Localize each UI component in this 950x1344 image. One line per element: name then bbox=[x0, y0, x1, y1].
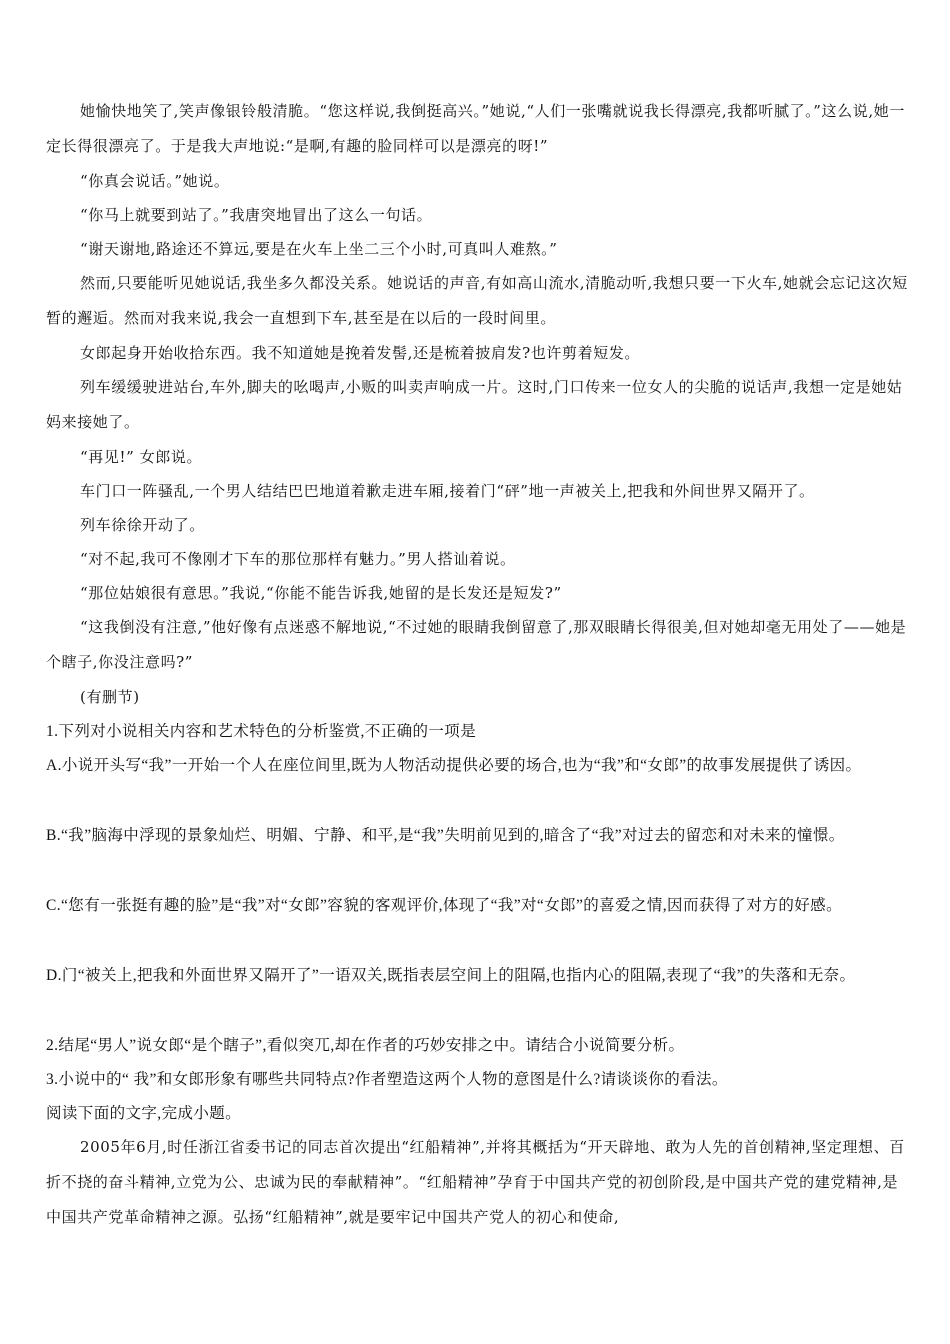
option-c: C.“您有一张挺有趣的脸”是“我”对“女郎”容貌的客观评价,体现了“我”对“女郎”的喜爱之情,因而获得了对方的好感。 bbox=[46, 897, 842, 914]
question-1: 1.下列对小说相关内容和艺术特色的分析鉴赏,不正确的一项是 bbox=[46, 723, 477, 740]
story-paragraph: “谢天谢地,路途还不算远,要是在火车上坐二三个小时,可真叫人难熬。” bbox=[80, 240, 558, 258]
story-paragraph: “这我倒没有注意,”他好像有点迷惑不解地说,“不过她的眼睛我倒留意了,那双眼睛长得很美,但对她却毫无用处了——她是个瞎子,你没注意吗?” bbox=[46, 618, 907, 671]
story-paragraph: “你真会说话。”她说。 bbox=[80, 172, 230, 190]
story-paragraph: 她愉快地笑了,笑声像银铃般清脆。“您这样说,我倒挺高兴。”她说,“人们一张嘴就说我长得漂亮,我都听腻了。”这么说,她一定长得很漂亮了。于是我大声地说:“是啊,有趣的脸同样可以是漂亮的呀!” bbox=[46, 102, 905, 155]
question-2: 2.结尾“男人”说女郎“是个瞎子”,看似突兀,却在作者的巧妙安排之中。请结合小说简要分析。 bbox=[46, 1037, 685, 1054]
story-paragraph: 车门口一阵骚乱,一个男人结结巴巴地道着歉走进车厢,接着门“砰”地一声被关上,把我和外间世界又隔开了。 bbox=[80, 482, 815, 500]
question-3: 3.小说中的“ 我”和女郎形象有哪些共同特点?作者塑造这两个人物的意图是什么?请谈谈你的看法。 bbox=[46, 1071, 728, 1088]
story-paragraph: “再见!” 女郎说。 bbox=[80, 448, 203, 466]
story-paragraph: 列车缓缓驶进站台,车外,脚夫的吆喝声,小贩的叫卖声响成一片。这时,门口传来一位女人的尖脆的说话声,我想一定是她姑妈来接她了。 bbox=[46, 378, 903, 431]
option-d: D.门“被关上,把我和外面世界又隔开了”一语双关,既指表层空间上的阻隔,也指内心的阻隔,表现了“我”的失落和无奈。 bbox=[46, 967, 856, 984]
option-b: B.“我”脑海中浮现的景象灿烂、明媚、宁静、和平,是“我”失明前见到的,暗含了“我”对过去的留恋和对未来的憧憬。 bbox=[46, 827, 845, 844]
story-paragraph: “那位姑娘很有意思。”我说,“你能不能告诉我,她留的是长发还是短发?” bbox=[80, 584, 562, 602]
story-paragraph: “对不起,我可不像刚才下车的那位那样有魅力。”男人搭讪着说。 bbox=[80, 550, 516, 568]
passage-paragraph: 2005年6月,时任浙江省委书记的同志首次提出“红船精神”,并将其概括为“开天辟地、敢为人先的首创精神,坚定理想、百折不挠的奋斗精神,立党为公、忠诚为民的奉献精神”。“红船精神”孕育于中国共产党的初创阶段,是中国共产党的建党精神,是中国共产党革命精神之源。弘扬“红船精神”,就是要牢记中国共产党人的初心和使命, bbox=[46, 1138, 905, 1226]
reading-instruction: 阅读下面的文字,完成小题。 bbox=[46, 1105, 242, 1122]
story-paragraph: “你马上就要到站了。”我唐突地冒出了这么一句话。 bbox=[80, 206, 433, 224]
deletion-note: (有删节) bbox=[80, 688, 140, 706]
story-paragraph: 女郎起身开始收拾东西。我不知道她是挽着发髻,还是梳着披肩发?也许剪着短发。 bbox=[80, 344, 641, 362]
story-paragraph: 列车徐徐开动了。 bbox=[80, 516, 205, 534]
story-paragraph: 然而,只要能听见她说话,我坐多久都没关系。她说话的声音,有如高山流水,清脆动听,我想只要一下火车,她就会忘记这次短暂的邂逅。然而对我来说,我会一直想到下车,甚至是在以后的一段时间里。 bbox=[46, 274, 908, 327]
option-a: A.小说开头写“我”一开始一个人在座位间里,既为人物活动提供必要的场合,也为“我”和“女郎”的故事发展提供了诱因。 bbox=[46, 757, 862, 774]
